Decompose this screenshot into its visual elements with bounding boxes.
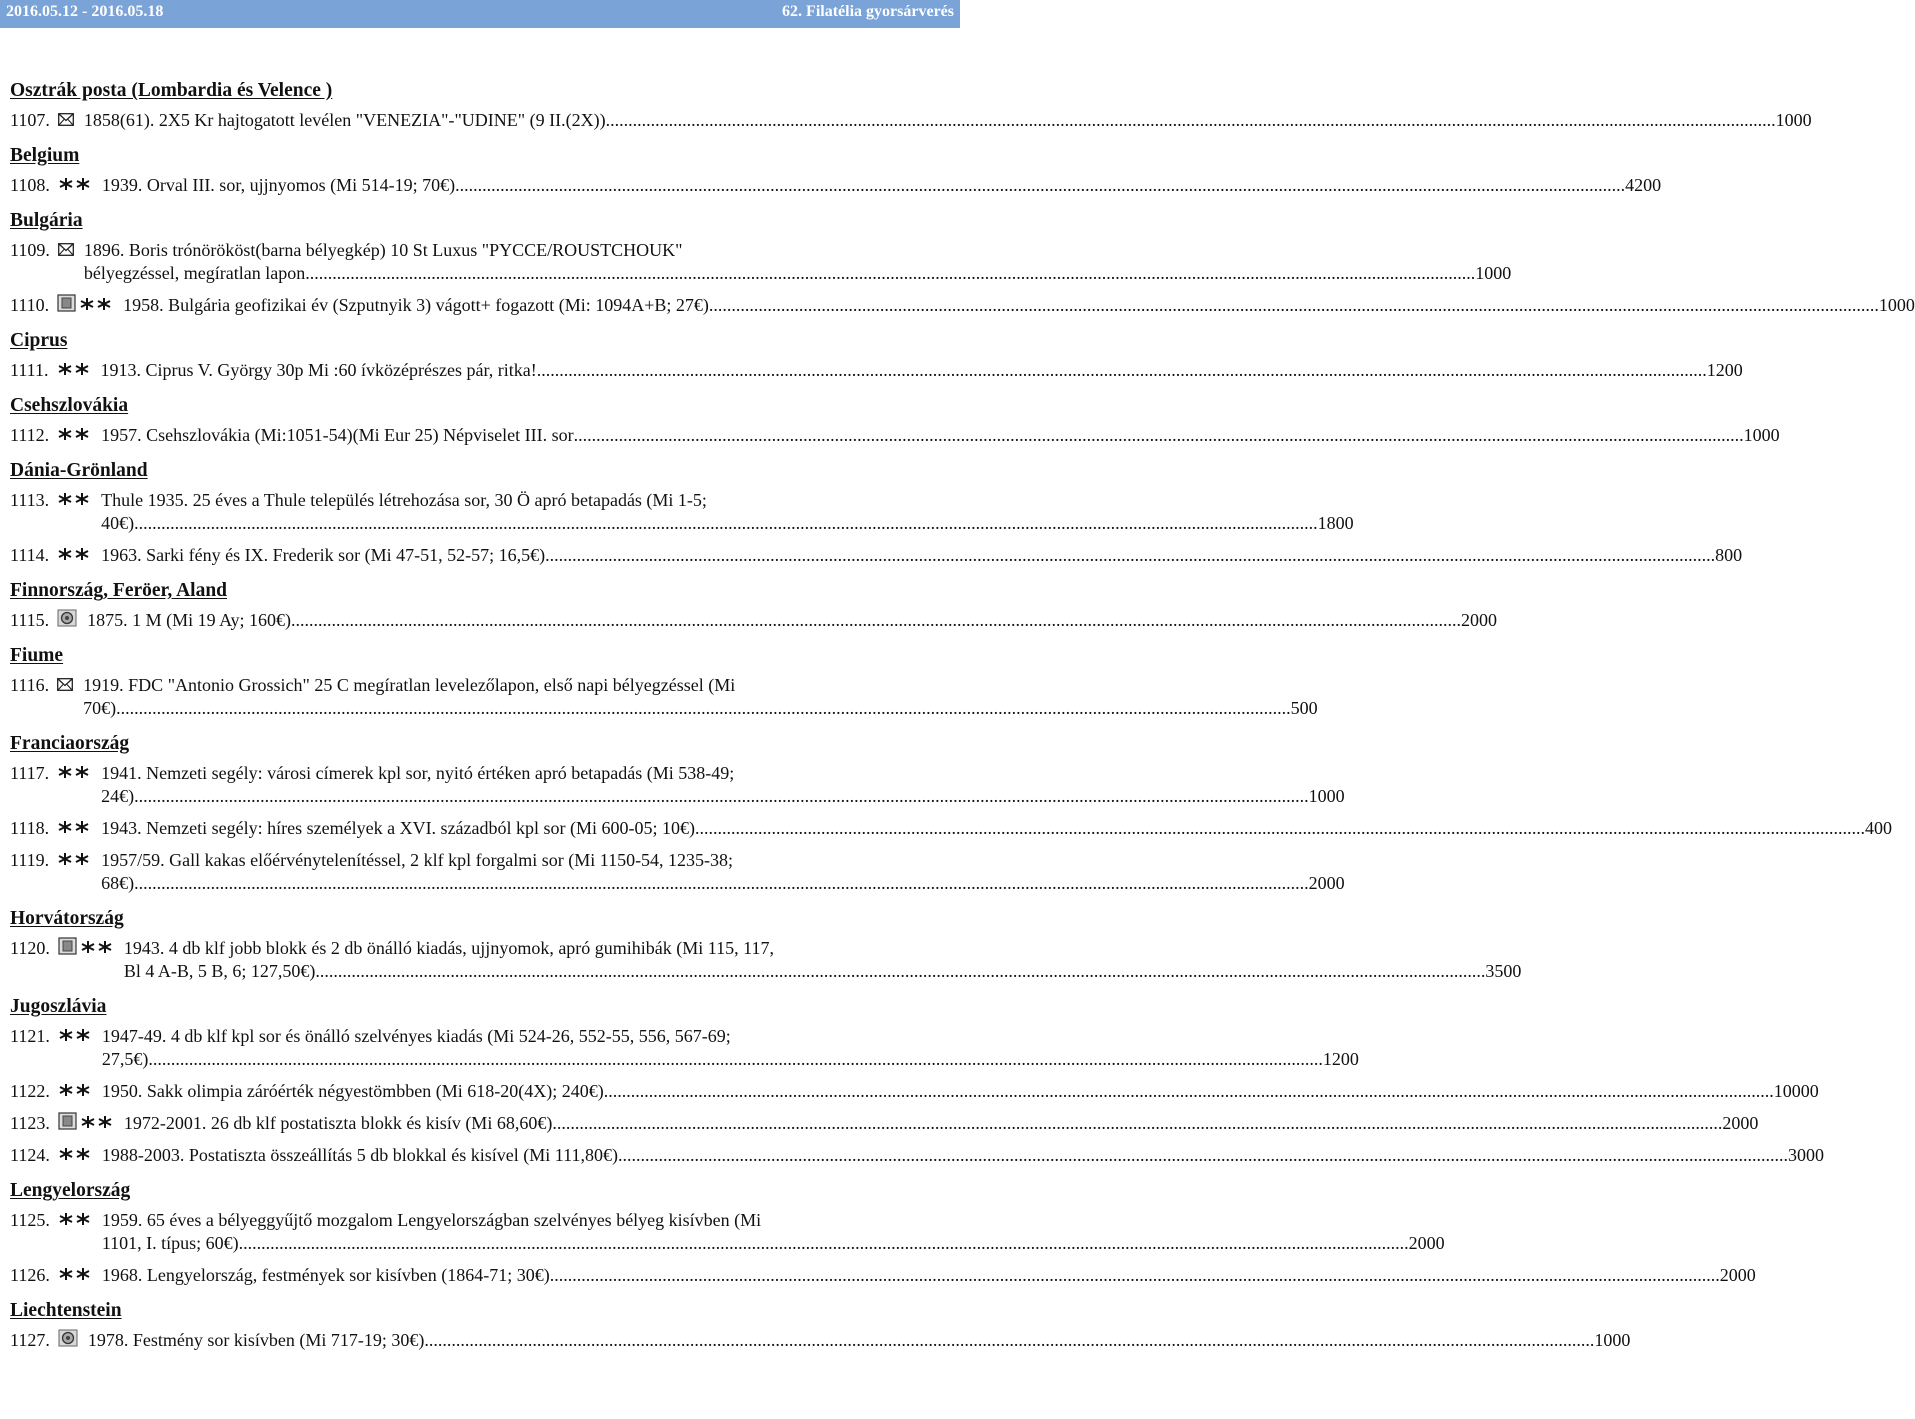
lot-text-line: 1858(61). 2X5 Kr hajtogatott levélen "VENEZIA"-"UDINE" (9 II.(2X)) (83, 110, 606, 130)
lot-number: 1111. (10, 360, 49, 380)
lot-text-line: 1968. Lengyelország, festmények sor kisívben (1864-71; 30€) (101, 1265, 550, 1285)
lot-text-line: 1947-49. 4 db klf kpl sor és önálló szelvényes kiadás (Mi 524-26, 552-55, 556, 567-69; (101, 1026, 731, 1046)
country-heading: Fiume (10, 645, 64, 666)
cancelled-icon (57, 609, 77, 633)
lot-text-line: Thule 1935. 25 éves a Thule település létrehozása sor, 30 Ö apró betapadás (Mi 1-5; (101, 490, 707, 510)
starting-price: 2000 (1308, 873, 1345, 893)
dot-leader (606, 109, 1776, 132)
mint-stars-icon (58, 1264, 92, 1287)
starting-price: 2000 (1461, 610, 1498, 630)
block-icon (57, 294, 77, 318)
lot-icons (58, 239, 76, 262)
lot-description (101, 544, 1742, 567)
dot-leader (455, 174, 1625, 197)
lot-price-line (101, 544, 1742, 567)
lot-icons (57, 544, 93, 567)
lot-item (10, 489, 1354, 535)
lot-item (10, 849, 1345, 895)
dot-leader (574, 424, 1744, 447)
page-header (0, 0, 960, 28)
starting-price: 1200 (1322, 1049, 1359, 1069)
lot-price-line (101, 512, 1354, 535)
date-range: 2016.05.12 - 2016.05.18 (6, 3, 164, 20)
lot-description (87, 609, 1497, 632)
lot-description (101, 424, 1779, 447)
lot-item (10, 937, 1522, 983)
lot-number: 1116. (10, 675, 50, 695)
lot-number: 1125. (10, 1210, 50, 1230)
starting-price: 1000 (1308, 786, 1345, 806)
country-heading: Belgium (10, 145, 80, 166)
lot-text-line: 1950. Sakk olimpia záróérték négyestömbben (Mi 618-20(4X); 240€) (101, 1081, 604, 1101)
starting-price: 1200 (1706, 360, 1743, 380)
lot-number: 1123. (10, 1113, 50, 1133)
lot-number: 1114. (10, 545, 50, 565)
lot-number: 1119. (10, 850, 50, 870)
dot-leader (291, 609, 1461, 632)
lot-text-line: 1957/59. Gall kakas előérvénytelenítéssel, 2 klf kpl forgalmi sor (Mi 1150-54, 1235-38; (101, 850, 734, 870)
lot-description (102, 174, 1661, 197)
mint-stars-icon (80, 1112, 114, 1135)
lot-item (10, 762, 1345, 808)
lot-description (84, 239, 1511, 285)
dot-leader (139, 872, 1309, 895)
lot-icons (58, 174, 94, 197)
mint-stars-icon (58, 1080, 92, 1103)
starting-price: 3000 (1787, 1145, 1824, 1165)
country-heading: Lengyelország (10, 1180, 131, 1201)
lot-text-line: 1943. Nemzeti segély: híres személyek a XVI. századból kpl sor (Mi 600-05; 10€) (101, 818, 696, 838)
mint-stars-icon (57, 849, 91, 872)
lot-icons (58, 1025, 94, 1048)
lot-price-line (84, 262, 1511, 285)
lot-description (84, 109, 1812, 132)
country-heading: Jugoszlávia (10, 996, 107, 1017)
lot-item (10, 359, 1743, 382)
lot-number: 1126. (10, 1265, 50, 1285)
lot-number: 1117. (10, 763, 50, 783)
dot-leader (709, 294, 1879, 317)
dot-leader (695, 817, 1865, 840)
lot-item (10, 1144, 1824, 1167)
lot-number: 1107. (10, 110, 50, 130)
lot-item (10, 544, 1743, 567)
lot-item (10, 294, 1915, 317)
mint-stars-icon (58, 1209, 92, 1232)
lot-price-line (102, 1144, 1824, 1167)
starting-price: 2000 (1408, 1233, 1445, 1253)
mint-stars-icon (79, 294, 113, 317)
lot-number: 1115. (10, 610, 50, 630)
dot-leader (239, 1232, 1409, 1255)
country-heading: Liechtenstein (10, 1300, 122, 1321)
lot-price-line (101, 785, 1345, 808)
starting-price: 1000 (1775, 110, 1812, 130)
lot-description (124, 1112, 1758, 1135)
starting-price: 800 (1715, 545, 1743, 565)
lot-icons (57, 849, 93, 872)
lot-number: 1122. (10, 1081, 50, 1101)
lot-text-line: 1943. 4 db klf jobb blokk és 2 db önálló kiadás, ujjnyomok, apró gumihibák (Mi 115, 117, (123, 938, 774, 958)
dot-leader (315, 960, 1485, 983)
lot-description (101, 817, 1892, 840)
lot-item (10, 1025, 1359, 1071)
country-heading: Dánia-Grönland (10, 460, 148, 481)
block-icon (58, 937, 78, 961)
dot-leader (424, 1329, 1594, 1352)
lot-icons (58, 937, 116, 960)
lot-price-line (124, 1112, 1758, 1135)
lot-number: 1120. (10, 938, 50, 958)
lot-icons (57, 294, 115, 317)
starting-price: 1000 (1878, 295, 1915, 315)
mint-stars-icon (57, 359, 91, 382)
block-icon (58, 1112, 78, 1136)
lot-item (10, 674, 1318, 720)
lot-description (102, 1080, 1819, 1103)
starting-price: 1000 (1475, 263, 1512, 283)
lot-item (10, 239, 1512, 285)
lot-text-line: 1896. Boris trónörököst(barna bélyegkép) 10 St Luxus "PYCCE/ROUSTCHOUK" (83, 240, 683, 260)
lot-price-line (83, 697, 1318, 720)
lot-description (83, 674, 1318, 720)
starting-price: 3500 (1485, 961, 1522, 981)
lot-price-line (102, 1048, 1359, 1071)
cancelled-icon (58, 1329, 78, 1353)
lot-icons (57, 359, 93, 382)
lot-text-line: Bl 4 A-B, 5 B, 6; 127,50€) (123, 961, 316, 981)
lot-icons (57, 674, 75, 697)
lot-icons (57, 609, 79, 632)
lot-item (10, 1264, 1756, 1287)
dot-leader (545, 544, 1715, 567)
lot-item (10, 1080, 1819, 1103)
starting-price: 1800 (1317, 513, 1354, 533)
dot-leader (618, 1144, 1788, 1167)
lot-number: 1110. (10, 295, 50, 315)
starting-price: 500 (1290, 698, 1318, 718)
lot-item (10, 174, 1662, 197)
lot-text-line: 1959. 65 éves a bélyeggyűjtő mozgalom Lengyelországban szelvényes bélyeg kisívben (Mi (101, 1210, 762, 1230)
lot-number: 1124. (10, 1145, 50, 1165)
lot-text-line: 27,5€). (101, 1049, 153, 1069)
lot-number: 1108. (10, 175, 50, 195)
mint-stars-icon (58, 1144, 92, 1167)
lot-text-line: 1913. Ciprus V. György 30p Mi :60 ívközéprészes pár, ritka! (100, 360, 537, 380)
mint-stars-icon (80, 937, 114, 960)
lot-description (123, 294, 1915, 317)
lot-description (124, 937, 1522, 983)
lot-text-line: 1963. Sarki fény és IX. Frederik sor (Mi 47-51, 52-57; 16,5€) (101, 545, 546, 565)
lot-price-line (102, 1232, 1445, 1255)
starting-price: 2000 (1722, 1113, 1759, 1133)
lot-price-line (102, 174, 1661, 197)
dot-leader (139, 785, 1309, 808)
lot-number: 1113. (10, 490, 50, 510)
lot-icons (58, 1144, 94, 1167)
lot-icons (57, 817, 93, 840)
auction-title: 62. Filatélia gyorsárverés (782, 3, 954, 20)
lot-text-line: 1101, I. típus; 60€) (101, 1233, 239, 1253)
country-heading: Finnország, Feröer, Aland (10, 580, 228, 601)
lot-number: 1109. (10, 240, 50, 260)
lot-text-line: 1988-2003. Postatiszta összeállítás 5 db blokkal és kisível (Mi 111,80€) (101, 1145, 618, 1165)
lot-item (10, 1112, 1759, 1135)
mint-stars-icon (57, 424, 91, 447)
lot-text-line: 1958. Bulgária geofizikai év (Szputnyik 3) vágott+ fogazott (Mi: 1094A+B; 27€) (123, 295, 709, 315)
lot-text-line: 24€). (101, 786, 139, 806)
country-heading: Csehszlovákia (10, 395, 129, 416)
envelope-icon (58, 239, 74, 262)
lot-description (102, 1209, 1445, 1255)
dot-leader (550, 1264, 1720, 1287)
lot-price-line (102, 1264, 1756, 1287)
country-heading: Bulgária (10, 210, 83, 231)
mint-stars-icon (57, 544, 91, 567)
lot-text-line: 1941. Nemzeti segély: városi címerek kpl sor, nyitó értéken apró betapadás (Mi 538-49; (101, 763, 735, 783)
mint-stars-icon (58, 1025, 92, 1048)
lot-item (10, 424, 1780, 447)
lot-item (10, 109, 1812, 132)
country-heading: Horvátország (10, 908, 124, 929)
lot-text-line: 1919. FDC "Antonio Grossich" 25 C megíratlan levelezőlapon, első napi bélyegzéssel (Mi (83, 675, 736, 695)
dot-leader (537, 359, 1707, 382)
lot-number: 1112. (10, 425, 50, 445)
lot-number: 1127. (10, 1330, 50, 1350)
lot-icons (58, 109, 76, 132)
lot-price-line (124, 960, 1522, 983)
lot-description (88, 1329, 1630, 1352)
lot-icons (58, 1080, 94, 1103)
lot-text-line: 1939. Orval III. sor, ujjnyomos (Mi 514-19; 70€) (101, 175, 456, 195)
lot-description (101, 849, 1345, 895)
dot-leader (604, 1080, 1774, 1103)
lot-description (102, 1144, 1824, 1167)
lot-price-line (101, 424, 1779, 447)
lot-icons (58, 1209, 94, 1232)
lot-text-line: 1957. Csehszlovákia (Mi:1051-54)(Mi Eur 25) Népviselet III. sor (101, 425, 574, 445)
starting-price: 400 (1865, 818, 1893, 838)
lot-price-line (123, 294, 1915, 317)
lot-text-line: 1978. Festmény sor kisívben (Mi 717-19; 30€) (87, 1330, 425, 1350)
lot-text-line: 1875. 1 M (Mi 19 Ay; 160€) (87, 610, 292, 630)
lot-icons (58, 1112, 116, 1135)
starting-price: 1000 (1743, 425, 1780, 445)
lot-description (102, 1025, 1359, 1071)
lot-icons (58, 1329, 80, 1352)
lot-item (10, 609, 1498, 632)
dot-leader (305, 262, 1475, 285)
lot-icons (57, 762, 93, 785)
mint-stars-icon (58, 174, 92, 197)
starting-price: 4200 (1625, 175, 1662, 195)
lot-icons (57, 424, 93, 447)
lot-icons (58, 1264, 94, 1287)
lot-description (101, 762, 1345, 808)
lot-item (10, 817, 1893, 840)
dot-leader (153, 1048, 1323, 1071)
lot-item (10, 1329, 1631, 1352)
country-heading: Ciprus (10, 330, 68, 351)
starting-price: 1000 (1594, 1330, 1631, 1350)
lot-icons (57, 489, 93, 512)
country-heading: Osztrák posta (Lombardia és Velence ) (10, 80, 333, 101)
lot-price-line (101, 817, 1892, 840)
mint-stars-icon (57, 817, 91, 840)
lot-price-line (101, 359, 1743, 382)
lot-text-line: 70€). (83, 698, 121, 718)
lot-price-line (102, 1080, 1819, 1103)
dot-leader (121, 697, 1291, 720)
starting-price: 2000 (1719, 1265, 1756, 1285)
lot-list (10, 74, 1915, 1361)
lot-description (101, 359, 1743, 382)
mint-stars-icon (57, 489, 91, 512)
country-heading: Franciaország (10, 733, 130, 754)
lot-number: 1118. (10, 818, 50, 838)
lot-text-line: 40€)... (101, 513, 148, 533)
lot-description (102, 1264, 1756, 1287)
starting-price: 10000 (1773, 1081, 1819, 1101)
lot-price-line (88, 1329, 1630, 1352)
lot-text-line: bélyegzéssel, megíratlan lapon (83, 263, 306, 283)
lot-price-line (101, 872, 1345, 895)
lot-description (101, 489, 1354, 535)
lot-price-line (87, 609, 1497, 632)
mint-stars-icon (57, 762, 91, 785)
lot-text-line: 1972-2001. 26 db klf postatiszta blokk és kisív (Mi 68,60€) (123, 1113, 553, 1133)
dot-leader (148, 512, 1318, 535)
lot-number: 1121. (10, 1026, 50, 1046)
lot-price-line (84, 109, 1812, 132)
dot-leader (552, 1112, 1722, 1135)
lot-text-line: 68€). (101, 873, 139, 893)
lot-item (10, 1209, 1445, 1255)
envelope-icon (58, 109, 74, 132)
envelope-icon (57, 674, 73, 697)
